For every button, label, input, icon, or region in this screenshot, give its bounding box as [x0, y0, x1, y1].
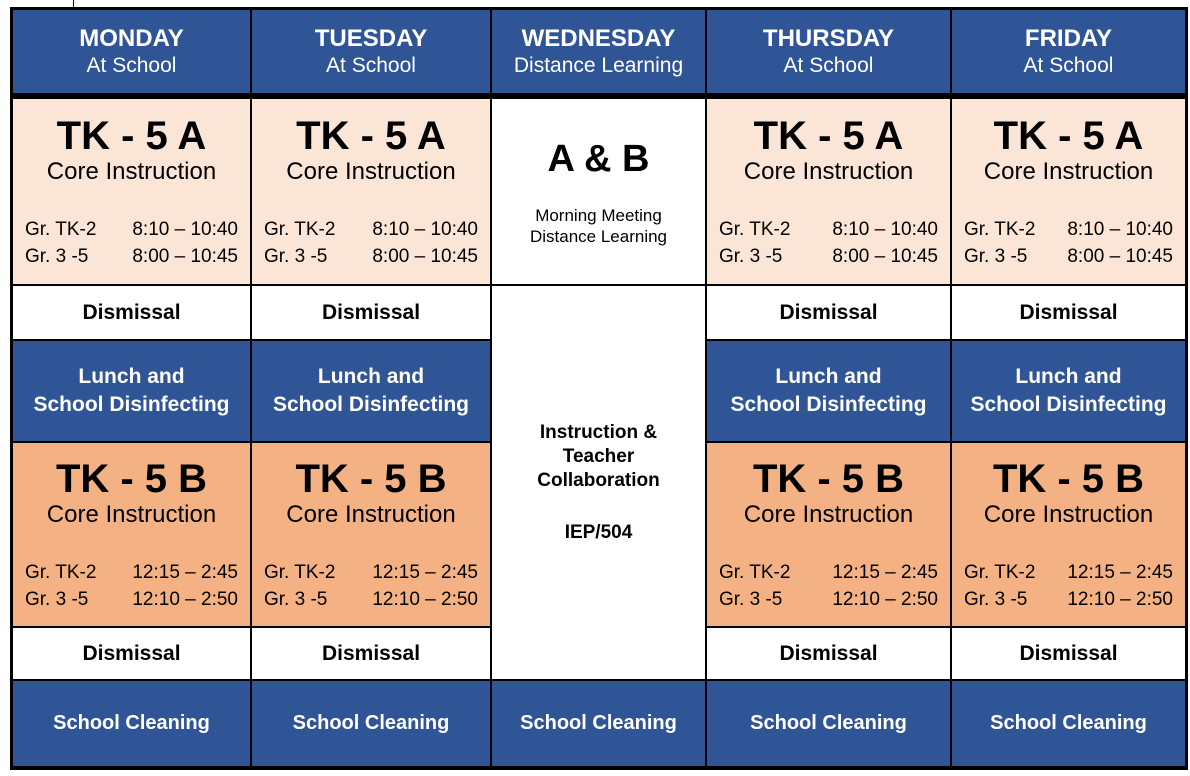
time-range: 12:10 – 2:50: [132, 588, 238, 610]
cleaning-label: School Cleaning: [520, 712, 677, 734]
wednesday-morning-meeting: [492, 99, 705, 284]
lunch-monday: [13, 341, 250, 441]
time-table: [707, 559, 950, 613]
group-b-thursday: [707, 443, 950, 626]
time-range: 8:10 – 10:40: [832, 218, 938, 240]
group-title: TK - 5 B: [295, 456, 447, 501]
grade-label: Gr. TK-2: [264, 561, 336, 583]
lunch-line1: Lunch and: [317, 365, 425, 388]
group-a-friday: [952, 99, 1185, 284]
group-subtitle: Core Instruction: [743, 157, 914, 185]
day-name: TUESDAY: [314, 25, 428, 52]
lunch-line1: Lunch and: [78, 365, 185, 388]
dismissal-thursday-b: [707, 628, 950, 679]
dismissal-label: Dismissal: [321, 300, 421, 324]
day-name: THURSDAY: [762, 25, 895, 52]
grade-label: Gr. 3 -5: [264, 588, 328, 610]
dismissal-tuesday-b: [252, 628, 490, 679]
dismissal-monday-a: [13, 286, 250, 339]
grade-label: Gr. 3 -5: [964, 245, 1028, 267]
morning-meeting-line2: Distance Learning: [529, 226, 668, 246]
grade-label: Gr. 3 -5: [719, 588, 783, 610]
cleaning-thursday: [707, 681, 950, 766]
grade-label: Gr. 3 -5: [25, 245, 89, 267]
day-mode: At School: [783, 54, 874, 77]
group-a-tuesday: [252, 99, 490, 284]
dismissal-label: Dismissal: [779, 641, 878, 665]
header-wednesday: [492, 10, 705, 93]
group-title: TK - 5 A: [56, 113, 207, 158]
grade-label: Gr. TK-2: [719, 561, 791, 583]
day-mode: At School: [1023, 54, 1114, 77]
morning-meeting-line1: Morning Meeting: [535, 205, 662, 225]
cleaning-friday: [952, 681, 1185, 766]
cleaning-label: School Cleaning: [990, 712, 1147, 734]
lunch-friday: [952, 341, 1185, 441]
day-name: FRIDAY: [1024, 25, 1113, 52]
ab-title: A & B: [547, 137, 650, 180]
dismissal-friday-a: [952, 286, 1185, 339]
header-thursday: [707, 10, 950, 93]
grade-label: Gr. TK-2: [964, 561, 1036, 583]
group-subtitle: Core Instruction: [286, 500, 456, 528]
header-friday: [952, 10, 1185, 93]
group-subtitle: Core Instruction: [983, 500, 1154, 528]
group-subtitle: Core Instruction: [743, 500, 914, 528]
dismissal-tuesday-a: [252, 286, 490, 339]
group-subtitle: Core Instruction: [46, 500, 217, 528]
time-range: 8:00 – 10:45: [132, 245, 238, 267]
group-subtitle: Core Instruction: [46, 157, 217, 185]
day-mode: At School: [86, 54, 177, 77]
lunch-line1: Lunch and: [775, 365, 882, 388]
time-table: [13, 216, 250, 270]
time-table: [252, 559, 490, 613]
header-monday: [13, 10, 250, 93]
cleaning-monday: [13, 681, 250, 766]
grade-label: Gr. TK-2: [25, 218, 97, 240]
day-mode: Distance Learning: [513, 54, 684, 77]
lunch-line1: Lunch and: [1015, 365, 1122, 388]
dismissal-thursday-a: [707, 286, 950, 339]
grade-label: Gr. 3 -5: [964, 588, 1028, 610]
dismissal-monday-b: [13, 628, 250, 679]
time-range: 12:10 – 2:50: [832, 588, 938, 610]
day-mode: At School: [326, 54, 416, 77]
time-range: 8:10 – 10:40: [1067, 218, 1173, 240]
cleaning-label: School Cleaning: [292, 712, 450, 734]
time-range: 8:00 – 10:45: [1067, 245, 1173, 267]
time-range: 12:10 – 2:50: [372, 588, 478, 610]
group-title: TK - 5 B: [55, 456, 208, 501]
time-range: 12:15 – 2:45: [832, 561, 938, 583]
grade-label: Gr. 3 -5: [264, 245, 328, 267]
dismissal-label: Dismissal: [321, 641, 421, 665]
weekly-schedule-table: [10, 7, 1188, 770]
group-title: TK - 5 A: [993, 113, 1144, 158]
grade-label: Gr. TK-2: [719, 218, 791, 240]
dismissal-label: Dismissal: [1019, 300, 1118, 324]
lunch-line2: School Disinfecting: [272, 393, 469, 416]
time-range: 8:00 – 10:45: [832, 245, 938, 267]
time-range: 12:15 – 2:45: [1067, 561, 1173, 583]
group-a-monday: [13, 99, 250, 284]
group-subtitle: Core Instruction: [983, 157, 1154, 185]
time-table: [952, 559, 1185, 613]
time-table: [252, 216, 490, 270]
lunch-tuesday: [252, 341, 490, 441]
iep-label: IEP/504: [564, 521, 633, 543]
group-title: TK - 5 B: [992, 456, 1145, 501]
instruction-line1: Instruction &: [539, 421, 658, 443]
time-table: [707, 216, 950, 270]
group-title: TK - 5 B: [752, 456, 905, 501]
cleaning-wednesday: [492, 681, 705, 766]
lunch-thursday: [707, 341, 950, 441]
grade-label: Gr. 3 -5: [719, 245, 783, 267]
time-table: [952, 216, 1185, 270]
dismissal-label: Dismissal: [82, 300, 181, 324]
group-subtitle: Core Instruction: [286, 157, 456, 185]
lunch-line2: School Disinfecting: [730, 393, 927, 416]
cleaning-label: School Cleaning: [53, 712, 210, 734]
time-range: 12:10 – 2:50: [1067, 588, 1173, 610]
dismissal-label: Dismissal: [779, 300, 878, 324]
time-range: 8:10 – 10:40: [132, 218, 238, 240]
lunch-line2: School Disinfecting: [970, 393, 1167, 416]
group-title: TK - 5 A: [296, 113, 446, 158]
dismissal-label: Dismissal: [1019, 641, 1118, 665]
lunch-line2: School Disinfecting: [33, 393, 230, 416]
cleaning-tuesday: [252, 681, 490, 766]
cleaning-label: School Cleaning: [750, 712, 907, 734]
day-name: WEDNESDAY: [521, 25, 676, 52]
group-b-monday: [13, 443, 250, 626]
time-range: 8:00 – 10:45: [372, 245, 478, 267]
group-b-tuesday: [252, 443, 490, 626]
instruction-line3: Collaboration: [537, 469, 660, 491]
dismissal-friday-b: [952, 628, 1185, 679]
time-range: 12:15 – 2:45: [132, 561, 238, 583]
grade-label: Gr. TK-2: [25, 561, 97, 583]
dismissal-label: Dismissal: [82, 641, 181, 665]
header-tuesday: [252, 10, 490, 93]
day-name: MONDAY: [79, 25, 184, 52]
time-range: 8:10 – 10:40: [372, 218, 478, 240]
instruction-line2: Teacher: [562, 445, 635, 467]
grade-label: Gr. 3 -5: [25, 588, 89, 610]
time-range: 12:15 – 2:45: [372, 561, 478, 583]
morning-meeting-text: [530, 205, 667, 247]
group-b-friday: [952, 443, 1185, 626]
time-table: [13, 559, 250, 613]
group-a-thursday: [707, 99, 950, 284]
group-title: TK - 5 A: [753, 113, 904, 158]
wednesday-instruction-collaboration: [492, 286, 705, 679]
grade-label: Gr. TK-2: [964, 218, 1036, 240]
grade-label: Gr. TK-2: [264, 218, 336, 240]
